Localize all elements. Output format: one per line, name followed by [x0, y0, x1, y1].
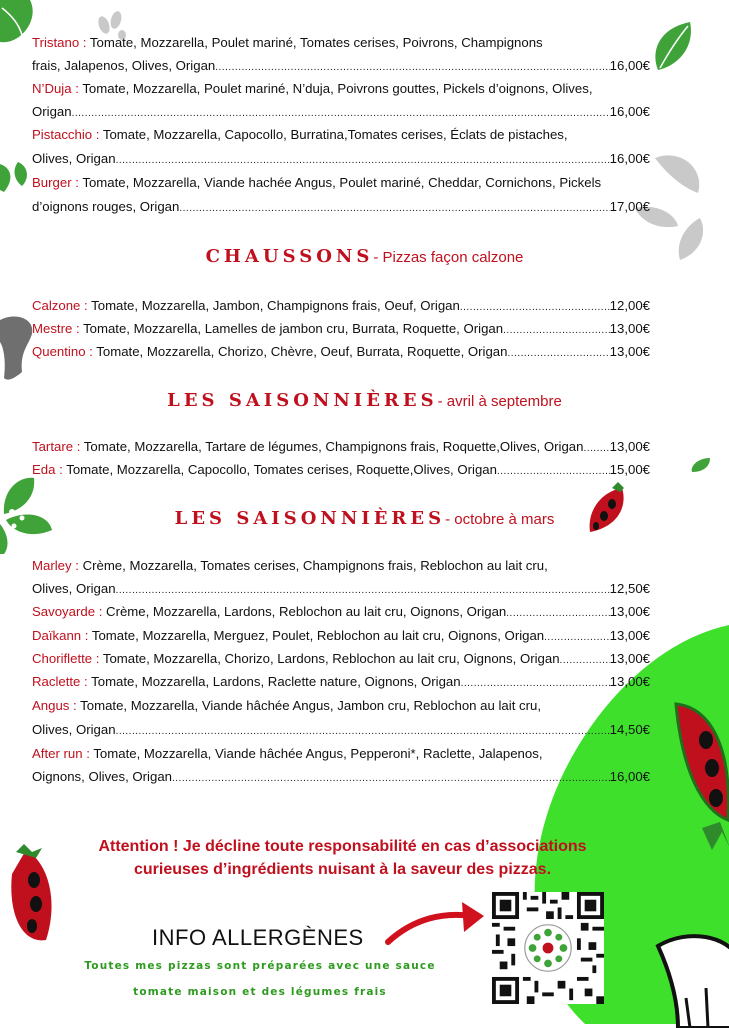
item-ingredients: Olives, Origan	[32, 581, 116, 596]
item-price: 12,00€	[609, 298, 650, 313]
item-price: 13,00€	[609, 628, 650, 643]
arrow-icon	[384, 898, 494, 948]
menu-item-after-run-price-line	[32, 768, 650, 788]
menu-item-pistacchio-price-line	[32, 150, 650, 170]
section-subtitle: - octobre à mars	[445, 511, 555, 528]
menu-item-eda	[32, 461, 650, 481]
dot-leader	[506, 605, 609, 623]
item-ingredients: Tomate, Mozzarella, Poulet mariné, N’duja, Poivrons gouttes, Pickels d’oignons, Olives,	[78, 81, 593, 96]
item-ingredients: Tomate, Mozzarella, Tartare de légumes, Champignons frais, Roquette,Olives, Origan	[80, 439, 584, 454]
item-ingredients: Crème, Mozzarella, Tomates cerises, Champignons frais, Reblochon au lait cru,	[78, 558, 548, 573]
item-ingredients: Origan	[32, 104, 72, 119]
section-subtitle: - Pizzas façon calzone	[373, 249, 524, 266]
item-ingredients: frais, Jalapenos, Olives, Origan	[32, 58, 216, 73]
item-ingredients: Tomate, Mozzarella, Lamelles de jambon cru, Burrata, Roquette, Origan	[79, 321, 504, 336]
item-name: After run :	[32, 746, 90, 761]
menu-item-burger	[32, 174, 650, 192]
menu-item-raclette	[32, 673, 650, 693]
item-name: Raclette :	[32, 674, 88, 689]
menu-item-tristano-price-line	[32, 57, 650, 77]
dot-leader	[460, 299, 610, 317]
menu-item-savoyarde	[32, 603, 650, 623]
item-price: 17,00€	[609, 199, 650, 214]
menu-item-angus-price-line	[32, 721, 650, 741]
warning-line: Attention ! Je décline toute responsabilité en cas d’associations	[98, 838, 587, 855]
item-ingredients: Crème, Mozzarella, Lardons, Reblochon au lait cru, Oignons, Origan	[102, 604, 507, 619]
dot-leader	[116, 582, 610, 600]
menu-item-choriflette	[32, 650, 650, 670]
item-ingredients: Tomate, Mozzarella, Viande hâchée Angus, Jambon cru, Reblochon au lait cru,	[76, 698, 542, 713]
item-ingredients: Tomate, Mozzarella, Capocollo, Tomates cerises, Roquette,Olives, Origan	[62, 462, 497, 477]
item-price: 13,00€	[609, 439, 650, 454]
item-name: Calzone :	[32, 298, 88, 313]
item-price: 16,00€	[609, 151, 650, 166]
item-name: Daïkann :	[32, 628, 89, 643]
item-name: Angus :	[32, 698, 77, 713]
sauce-note-line: Toutes mes pizzas sont préparées avec une sauce	[84, 960, 436, 972]
mushroom-icon	[648, 928, 729, 1028]
menu-item-marley-price-line	[32, 580, 650, 600]
item-price: 13,00€	[609, 674, 650, 689]
section-heading: LES SAISONNIÈRES	[174, 508, 446, 529]
menu-item-pistacchio	[32, 126, 650, 144]
dot-leader	[72, 105, 610, 123]
tomato-slice-icon	[672, 700, 729, 850]
item-name: N’Duja :	[32, 81, 79, 96]
item-name: Eda :	[32, 462, 63, 477]
menu-item-after-run	[32, 745, 650, 763]
menu-item-tristano	[32, 34, 650, 52]
item-name: Marley :	[32, 558, 79, 573]
dot-leader	[116, 723, 610, 741]
dot-leader	[560, 652, 610, 670]
item-ingredients: Tomate, Mozzarella, Lardons, Raclette nature, Oignons, Origan	[87, 674, 461, 689]
item-price: 13,00€	[609, 651, 650, 666]
item-ingredients: Tomate, Mozzarella, Chorizo, Chèvre, Oeuf, Burrata, Roquette, Origan	[92, 344, 508, 359]
menu-item-mestre	[32, 320, 650, 340]
item-ingredients: Tomate, Mozzarella, Chorizo, Lardons, Reblochon au lait cru, Oignons, Origan	[99, 651, 560, 666]
item-price: 13,00€	[609, 604, 650, 619]
item-price: 14,50€	[609, 722, 650, 737]
leaf-icon	[0, 160, 30, 196]
menu-item-quentino	[32, 343, 650, 363]
section-heading: LES SAISONNIÈRES	[167, 390, 438, 411]
menu-item-marley	[32, 557, 650, 575]
allergen-info-title: INFO ALLERGÈNES	[152, 925, 364, 950]
dot-leader	[116, 152, 610, 170]
sauce-note-line: tomate maison et des légumes frais	[133, 986, 387, 998]
section-title-chaussons	[0, 246, 729, 267]
item-price: 13,00€	[609, 321, 650, 336]
item-name: Mestre :	[32, 321, 80, 336]
item-price: 16,00€	[609, 769, 650, 784]
item-name: Quentino :	[32, 344, 93, 359]
item-ingredients: d’oignons rouges, Origan	[32, 199, 180, 214]
item-ingredients: Olives, Origan	[32, 722, 116, 737]
dot-leader	[497, 463, 610, 481]
item-name: Burger :	[32, 175, 79, 190]
item-name: Tristano :	[32, 35, 87, 50]
item-name: Tartare :	[32, 439, 81, 454]
dot-leader	[172, 770, 610, 788]
item-price: 16,00€	[609, 104, 650, 119]
dot-leader	[503, 322, 610, 340]
section-subtitle: - avril à septembre	[437, 393, 562, 410]
section-title-saisonnieres-hiver	[0, 508, 729, 529]
dot-leader	[583, 440, 609, 458]
menu-item-angus	[32, 697, 650, 715]
dot-leader	[461, 675, 610, 693]
allergen-qr-code[interactable]	[492, 892, 604, 1004]
menu-item-burger-price-line	[32, 198, 650, 218]
item-ingredients: Tomate, Mozzarella, Merguez, Poulet, Reblochon au lait cru, Oignons, Origan	[88, 628, 545, 643]
menu-item-daikann	[32, 627, 650, 647]
item-ingredients: Tomate, Mozzarella, Capocollo, Burratina,Tomates cerises, Éclats de pistaches,	[99, 127, 568, 142]
section-title-saisonnieres-ete	[0, 390, 729, 411]
warning-line: curieuses d’ingrédients nuisant à la saveur des pizzas.	[133, 861, 552, 878]
menu-item-tartare	[32, 438, 650, 458]
item-price: 12,50€	[609, 581, 650, 596]
warning-notice	[0, 835, 685, 881]
leaf-icon	[690, 456, 712, 474]
menu-item-calzone	[32, 297, 650, 317]
item-ingredients: Tomate, Mozzarella, Viande hâchée Angus, Pepperoni*, Raclette, Jalapenos,	[89, 746, 543, 761]
item-price: 16,00€	[609, 58, 650, 73]
item-price: 13,00€	[609, 344, 650, 359]
item-name: Savoyarde :	[32, 604, 103, 619]
dot-leader	[179, 200, 609, 218]
item-price: 15,00€	[609, 462, 650, 477]
menu-item-nduja-price-line	[32, 103, 650, 123]
item-name: Pistacchio :	[32, 127, 100, 142]
section-heading: CHAUSSONS	[205, 246, 374, 267]
item-name: Choriflette :	[32, 651, 100, 666]
item-ingredients: Tomate, Mozzarella, Viande hachée Angus, Poulet mariné, Cheddar, Cornichons, Pickels	[78, 175, 602, 190]
dot-leader	[544, 629, 610, 647]
item-ingredients: Olives, Origan	[32, 151, 116, 166]
dot-leader	[507, 345, 609, 363]
item-ingredients: Oignons, Olives, Origan	[32, 769, 172, 784]
dot-leader	[215, 59, 609, 77]
item-ingredients: Tomate, Mozzarella, Poulet mariné, Tomates cerises, Poivrons, Champignons	[86, 35, 543, 50]
menu-item-nduja	[32, 80, 650, 98]
leaf-icon	[650, 20, 694, 72]
item-ingredients: Tomate, Mozzarella, Jambon, Champignons frais, Oeuf, Origan	[87, 298, 460, 313]
